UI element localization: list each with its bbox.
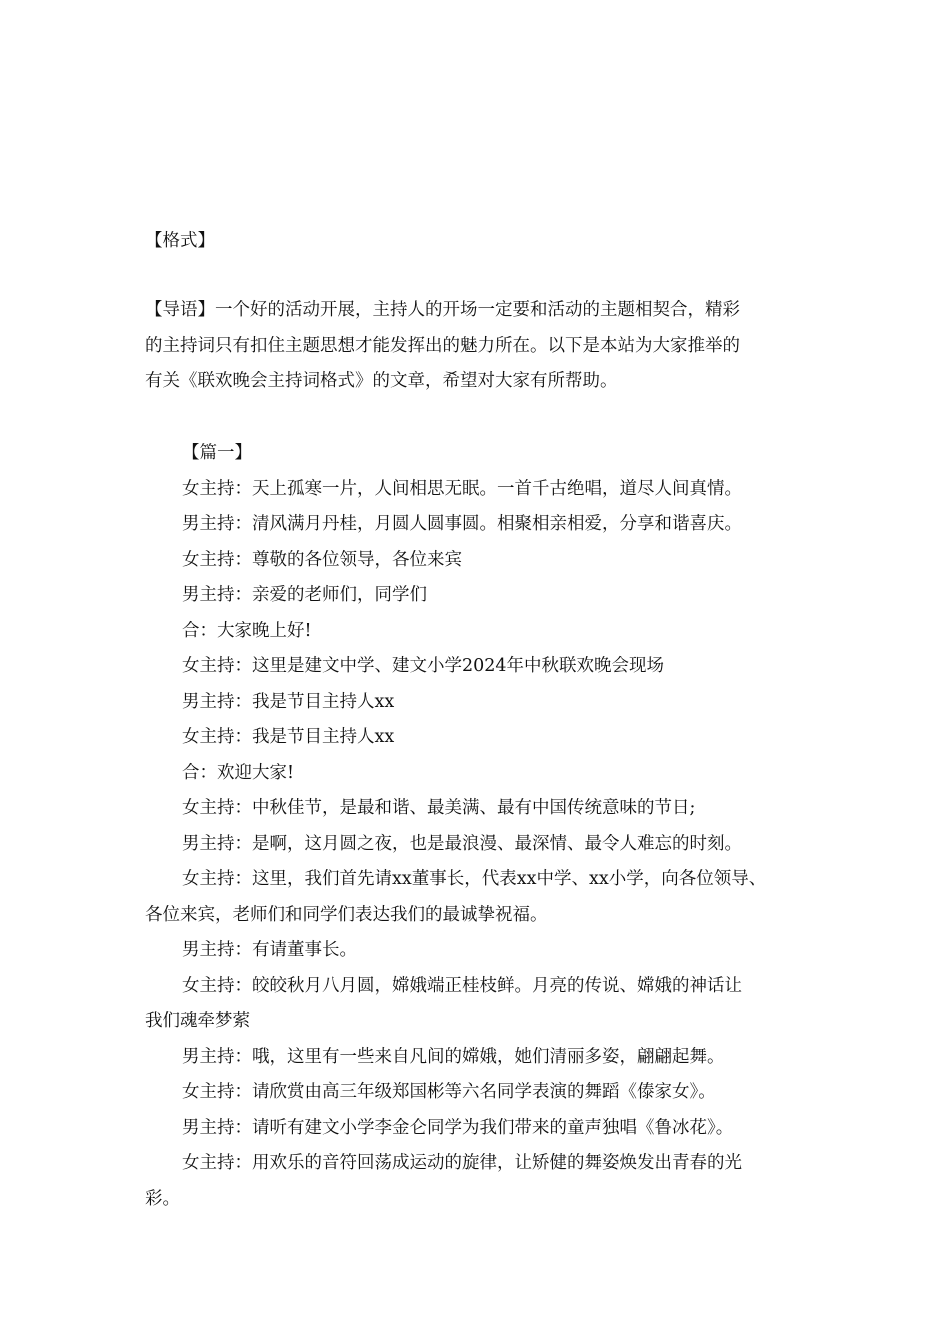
script-line: 男主持：我是节目主持人xx — [182, 691, 395, 712]
script-line: 合：欢迎大家! — [182, 762, 295, 783]
script-line: 女主持：这里是建文中学、建文小学2024年中秋联欢晚会现场 — [182, 656, 665, 676]
script-line: 合：大家晚上好! — [182, 620, 312, 641]
script-line: 女主持：这里，我们首先请xx董事长，代表xx中学、xx小学，向各位领导、 — [182, 869, 767, 889]
script-line: 女主持：请欣赏由高三年级郑国彬等六名同学表演的舞蹈《傣家女》。 — [182, 1082, 716, 1102]
script-line: 女主持：皎皎秋月八月圆，嫦娥端正桂枝鲜。月亮的传说、嫦娥的神话让 — [182, 975, 742, 996]
intro-line: 有关《联欢晚会主持词格式》的文章，希望对大家有所帮助。 — [145, 371, 618, 391]
script-line: 男主持：有请董事长。 — [182, 940, 357, 960]
script-line-continuation: 我们魂牵梦萦 — [145, 1011, 250, 1031]
document-heading — [145, 224, 815, 260]
script-line: 男主持：亲爱的老师们，同学们 — [182, 585, 427, 605]
heading-text: 【格式】 — [145, 231, 215, 251]
script-line-continuation: 彩。 — [145, 1188, 180, 1209]
script-line: 男主持：哦，这里有一些来自凡间的嫦娥，她们清丽多姿，翩翩起舞。 — [182, 1046, 725, 1067]
script-line: 男主持：是啊，这月圆之夜，也是最浪漫、最深情、最令人难忘的时刻。 — [182, 833, 742, 854]
script-line: 女主持：天上孤寒一片，人间相思无眠。一首千古绝唱，道尽人间真情。 — [182, 478, 742, 499]
script-line: 女主持：我是节目主持人xx — [182, 727, 395, 747]
intro-line: 的主持词只有扣住主题思想才能发挥出的魅力所在。以下是本站为大家推举的 — [145, 335, 740, 356]
script-line-continuation: 各位来宾，老师们和同学们表达我们的最诚挚祝福。 — [145, 904, 548, 925]
script-line: 男主持：清风满月丹桂，月圆人圆事圆。相聚相亲相爱，分享和谐喜庆。 — [182, 514, 742, 534]
intro-paragraph — [145, 293, 815, 400]
script-line: 女主持：用欢乐的音符回荡成运动的旋律，让矫健的舞姿焕发出青春的光 — [182, 1153, 742, 1173]
script-line: 女主持：中秋佳节，是最和谐、最美满、最有中国传统意味的节日; — [182, 798, 696, 818]
section-title: 【篇一】 — [182, 443, 252, 463]
script-line: 女主持：尊敬的各位领导，各位来宾 — [182, 549, 462, 570]
script-line: 男主持：请听有建文小学李金仑同学为我们带来的童声独唱《鲁冰花》。 — [182, 1117, 734, 1138]
intro-line: 【导语】一个好的活动开展，主持人的开场一定要和活动的主题相契合，精彩 — [145, 300, 740, 320]
section-one — [145, 436, 815, 1217]
